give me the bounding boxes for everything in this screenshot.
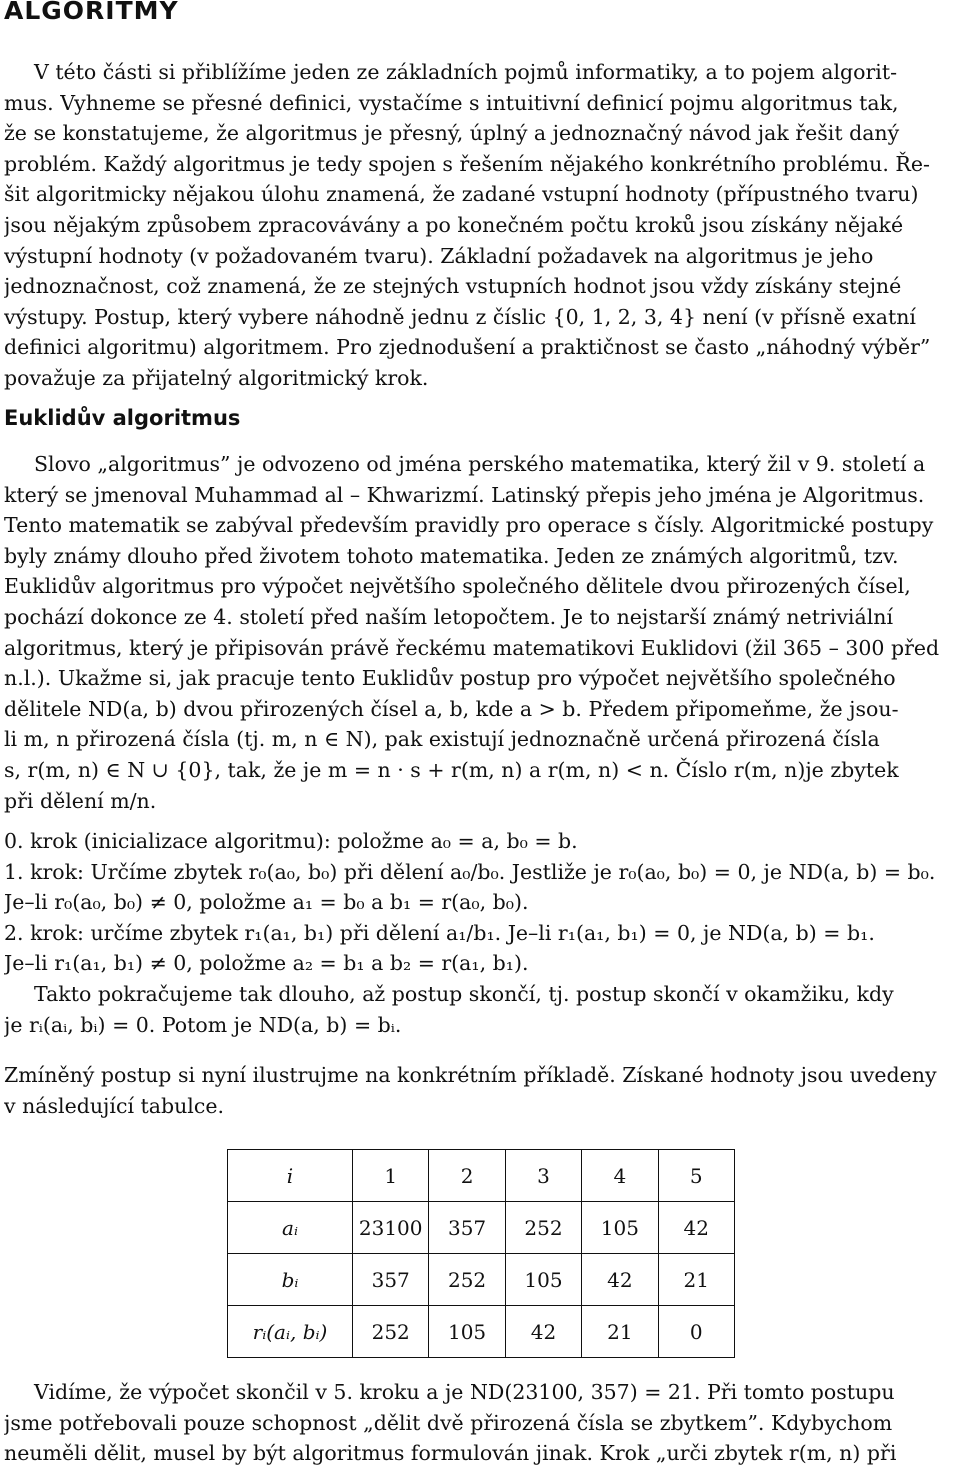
text-line: dělitele ND(a, b) dvou přirozených čísel a, b, kde a > b. Předem připomeňme, že jsou- [4, 696, 899, 721]
text-line: považuje za přijatelný algoritmický krok. [4, 365, 429, 390]
table-cell: 23100 [353, 1202, 429, 1254]
text-line: mus. Vyhneme se přesné definici, vystačíme s intuitivní definicí pojmu algoritmus tak, [4, 90, 899, 115]
table-cell: 1 [353, 1150, 429, 1202]
table-cell: 252 [505, 1202, 581, 1254]
table-cell: 42 [582, 1254, 658, 1306]
text-line: jednoznačnost, což znamená, že ze stejných vstupních hodnot jsou vždy získány stejné [4, 274, 902, 299]
table-row [228, 1254, 735, 1306]
text-line: Slovo „algoritmus” je odvozeno od jména perského matematika, který žil v 9. století a [34, 452, 926, 476]
conclusion-paragraph [4, 1377, 956, 1469]
text-line: byly známy dlouho před životem tohoto matematika. Jeden ze známých algoritmů, tzv. [4, 543, 899, 568]
euclid-paragraph [4, 449, 956, 816]
text-line: Zmíněný postup si nyní ilustrujme na konkrétním příkladě. Získané hodnoty jsou uvedeny [4, 1063, 937, 1087]
step-line: 0. krok (inicializace algoritmu): položme a₀ = a, b₀ = b. [4, 829, 578, 853]
text-line: Euklidův algoritmus pro výpočet největšího společného dělitele dvou přirozených čísel, [4, 574, 911, 599]
section-title: Euklidův algoritmus [4, 406, 241, 430]
table-cell: 3 [505, 1150, 581, 1202]
table-cell: 357 [353, 1254, 429, 1306]
intro-paragraph [4, 57, 956, 394]
text-line: li m, n přirozená čísla (tj. m, n ∈ N), pak existují jednoznačně určená přirozená čísla [4, 727, 880, 752]
text-line: při dělení m/n. [4, 788, 157, 813]
table-row [228, 1306, 735, 1358]
step-line: 2. krok: určíme zbytek r₁(a₁, b₁) při dělení a₁/b₁. Je–li r₁(a₁, b₁) = 0, je ND(a, b) = b₁. [4, 920, 875, 945]
text-line: V této části si přiblížíme jeden ze základních pojmů informatiky, a to pojem algorit- [34, 60, 898, 84]
text-line: algoritmus, který je připisován právě řeckému matematikovi Euklidovi (žil 365 – 300 před [4, 635, 940, 660]
table-cell: 5 [658, 1150, 734, 1202]
text-line: jsme potřebovali pouze schopnost „dělit dvě přirozená čísla se zbytkem”. Kdybychom [4, 1410, 893, 1435]
text-line: který se jmenoval Muhammad al – Khwarizmí. Latinský přepis jeho jména je Algoritmus. [4, 482, 925, 507]
text-line: že se konstatujeme, že algoritmus je přesný, úplný a jednoznačný návod jak řešit daný [4, 121, 900, 146]
table-cell: 105 [429, 1306, 505, 1358]
text-line: v následující tabulce. [4, 1093, 224, 1118]
steps-paragraph [4, 826, 956, 1040]
euclid-table [227, 1149, 735, 1358]
text-line: výstupní hodnoty (v požadovaném tvaru). Základní požadavek na algoritmus je jeho [4, 243, 874, 268]
table-row [228, 1150, 735, 1202]
step-line: 1. krok: Určíme zbytek r₀(a₀, b₀) při dělení a₀/b₀. Jestliže je r₀(a₀, b₀) = 0, je ND(a, b) = b₀. [4, 859, 936, 884]
text-line: Vidíme, že výpočet skončil v 5. kroku a je ND(23100, 357) = 21. Při tomto postupu [34, 1380, 895, 1404]
table-cell: 0 [658, 1306, 734, 1358]
step-line: Takto pokračujeme tak dlouho, až postup skončí, tj. postup skončí v okamžiku, kdy [34, 981, 894, 1006]
table-cell: 21 [658, 1254, 734, 1306]
row-header: rᵢ(aᵢ, bᵢ) [228, 1306, 353, 1358]
table-cell: 105 [505, 1254, 581, 1306]
table-cell: 42 [505, 1306, 581, 1358]
row-header: bᵢ [228, 1254, 353, 1306]
table-cell: 105 [582, 1202, 658, 1254]
text-line: Tento matematik se zabýval především pravidly pro operace s čísly. Algoritmické postupy [4, 513, 934, 538]
text-line: pochází dokonce ze 4. století před naším letopočtem. Je to nejstarší známý netriviální [4, 604, 894, 629]
example-paragraph [4, 1060, 956, 1121]
text-line: neuměli dělit, musel by být algoritmus formulován jinak. Krok „urči zbytek r(m, n) při [4, 1441, 897, 1466]
text-line: s, r(m, n) ∈ N ∪ {0}, tak, že je m = n · s + r(m, n) a r(m, n) < n. Číslo r(m, n)je zbytek [4, 757, 899, 782]
text-line: problém. Každý algoritmus je tedy spojen s řešením nějakého konkrétního problému. Ře- [4, 151, 930, 176]
table-cell: 357 [429, 1202, 505, 1254]
text-line: výstupy. Postup, který vybere náhodně jednu z číslic {0, 1, 2, 3, 4} není (v přísně exatní [4, 304, 916, 329]
text-line: jsou nějakým způsobem zpracovávány a po konečném počtu kroků jsou získány nějaké [4, 212, 904, 237]
table-row [228, 1202, 735, 1254]
step-line: Je–li r₁(a₁, b₁) ≠ 0, položme a₂ = b₁ a b₂ = r(a₁, b₁). [4, 951, 529, 976]
step-line: Je–li r₀(a₀, b₀) ≠ 0, položme a₁ = b₀ a b₁ = r(a₀, b₀). [4, 890, 529, 915]
step-line: je rᵢ(aᵢ, bᵢ) = 0. Potom je ND(a, b) = bᵢ. [4, 1012, 402, 1037]
row-header: aᵢ [228, 1202, 353, 1254]
table-cell: 252 [353, 1306, 429, 1358]
text-line: šit algoritmicky nějakou úlohu znamená, že zadané vstupní hodnoty (přípustného tvaru) [4, 182, 919, 207]
table-cell: 2 [429, 1150, 505, 1202]
text-line: n.l.). Ukažme si, jak pracuje tento Euklidův postup pro výpočet největšího společného [4, 666, 896, 691]
row-header: i [228, 1150, 353, 1202]
page-heading: ALGORITMY [4, 0, 179, 25]
table-cell: 4 [582, 1150, 658, 1202]
table-cell: 21 [582, 1306, 658, 1358]
table-cell: 42 [658, 1202, 734, 1254]
table-cell: 252 [429, 1254, 505, 1306]
text-line: definici algoritmu) algoritmem. Pro zjednodušení a praktičnost se často „náhodný výběr” [4, 335, 931, 360]
